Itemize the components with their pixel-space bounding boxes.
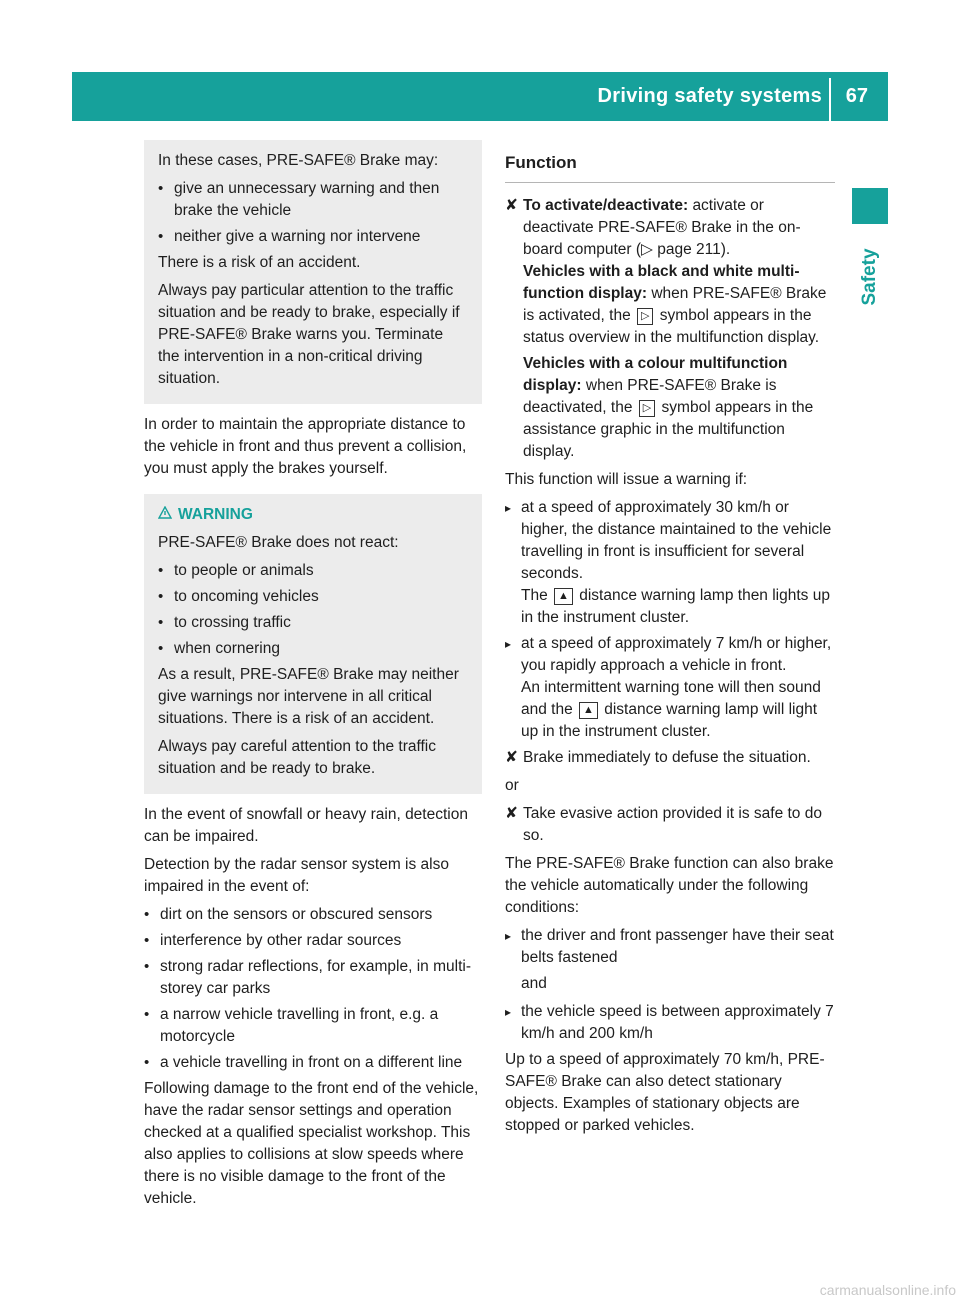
paragraph: The PRE-SAFE® Brake function can also brake the vehicle automatically under the following conditions: xyxy=(505,855,834,916)
list-item: • a vehicle travelling in front on a different line xyxy=(144,1052,482,1074)
sub-text: distance warning lamp will light up in the instrument cluster. xyxy=(521,701,818,740)
side-tab-label xyxy=(840,236,900,318)
sub-label: Vehicles with a black and white multi-function display: xyxy=(523,263,800,302)
paragraph: This function will issue a warning if: xyxy=(505,471,748,488)
warning-box xyxy=(144,494,482,794)
list-item: • neither give a warning nor intervene xyxy=(158,226,468,248)
instruction-step xyxy=(505,747,835,769)
section-title: Function xyxy=(505,152,835,183)
sub-text: when PRE-SAFE® Brake is deactivated, the xyxy=(523,377,777,416)
sub-text: symbol appears in the assistance graphic in the multifunction display. xyxy=(523,399,814,460)
sub-note xyxy=(523,353,835,463)
list-item xyxy=(505,633,835,743)
sub-text: distance warning lamp then lights up in the instrument cluster. xyxy=(521,587,830,626)
list-item: • to people or animals xyxy=(158,560,468,582)
paragraph: In order to maintain the appropriate distance to the vehicle in front and thus prevent a collision, you must apply the brakes yourself. xyxy=(144,416,467,477)
list-item: • when cornering xyxy=(158,638,468,660)
sub-note xyxy=(521,677,835,743)
left-column xyxy=(144,140,482,1216)
list-item: ▸ the driver and front passenger have their seat belts fastened xyxy=(505,925,835,969)
distance-warning-lamp-icon: ▲ xyxy=(554,588,573,605)
step-label: To activate/deactivate: xyxy=(523,197,689,214)
list-item xyxy=(505,497,835,629)
step-arrow-icon: ✘ xyxy=(505,197,518,214)
list-item: ▸ the vehicle speed is between approximately 7 km/h and 200 km/h xyxy=(505,1001,835,1045)
list-item: • strong radar reflections, for example, in multi-storey car parks xyxy=(144,956,482,1000)
paragraph: Following damage to the front end of the vehicle, have the radar sensor settings and operation checked at a qualified specialist workshop. This also applies to collisions at slow speeds where there is no visible damage to the front of the vehicle. xyxy=(144,1080,479,1207)
warning-triangle-icon xyxy=(158,504,172,526)
header-bar xyxy=(72,72,888,121)
warning-text: Always pay careful attention to the traffic situation and be ready to brake. xyxy=(158,738,437,777)
sub-note xyxy=(523,261,835,349)
and-text: and xyxy=(521,975,547,992)
or-text: or xyxy=(505,777,519,794)
watermark: carmanualsonline.info xyxy=(819,1282,956,1298)
sub-text: symbol appears in the status overview in the multifunction display. xyxy=(523,307,820,346)
list-item-text: at a speed of approximately 30 km/h or higher, the distance maintained to the vehicle travelling in front is insufficient for several seconds. xyxy=(521,499,832,582)
step-arrow-icon: ✘ xyxy=(505,749,518,766)
sub-label: Vehicles with a colour multifunction display: xyxy=(523,355,788,394)
pre-safe-brake-symbol-icon: ▷ xyxy=(637,308,653,325)
box-text: Always pay particular attention to the traffic situation and be ready to brake, especially if PRE-SAFE® Brake warns you. Terminate the intervention in a non-critical driving situation. xyxy=(158,282,460,387)
list-item: • give an unnecessary warning and then brake the vehicle xyxy=(158,178,468,222)
paragraph: In the event of snowfall or heavy rain, detection can be impaired. xyxy=(144,806,468,845)
warning-intro: PRE-SAFE® Brake does not react: xyxy=(158,534,399,551)
side-tab-text: Safety xyxy=(859,248,880,306)
step-text: Take evasive action provided it is safe to do so. xyxy=(523,805,822,844)
paragraph: Up to a speed of approximately 70 km/h, PRE-SAFE® Brake can also detect stationary objects. Examples of stationary objects are stopped or parked vehicles. xyxy=(505,1051,825,1134)
header-divider xyxy=(829,78,831,121)
step-arrow-icon: ✘ xyxy=(505,805,518,822)
pre-safe-brake-off-symbol-icon: ▷ xyxy=(639,400,655,417)
sub-text: An intermittent warning tone will then sound and the xyxy=(521,679,821,718)
list-item: • to oncoming vehicles xyxy=(158,586,468,608)
list-item: • interference by other radar sources xyxy=(144,930,482,952)
chapter-title: Driving safety systems xyxy=(597,85,822,107)
side-tab-marker xyxy=(852,188,888,224)
box-text: There is a risk of an accident. xyxy=(158,254,361,271)
list-item: • dirt on the sensors or obscured sensors xyxy=(144,904,482,926)
right-column xyxy=(505,140,835,1143)
warning-label: WARNING xyxy=(178,506,253,523)
step-text: Brake immediately to defuse the situation. xyxy=(523,749,811,766)
sub-text: when PRE-SAFE® Brake is activated, the xyxy=(523,285,827,324)
list-item: • to crossing traffic xyxy=(158,612,468,634)
distance-warning-lamp-icon: ▲ xyxy=(579,702,598,719)
list-item-text: at a speed of approximately 7 km/h or higher, you rapidly approach a vehicle in front. xyxy=(521,635,832,674)
instruction-step xyxy=(505,803,835,847)
instruction-step xyxy=(505,195,835,463)
caution-box xyxy=(144,140,482,404)
warning-heading xyxy=(158,504,468,526)
page-number: 67 xyxy=(845,85,868,107)
paragraph: Detection by the radar sensor system is also impaired in the event of: xyxy=(144,856,449,895)
sub-text: The xyxy=(521,587,548,604)
step-text: activate or deactivate PRE-SAFE® Brake in the on-board computer (▷ page 211). xyxy=(523,197,801,258)
warning-text: As a result, PRE-SAFE® Brake may neither give warnings nor intervene in all critical situations. There is a risk of an accident. xyxy=(158,666,459,727)
list-item: • a narrow vehicle travelling in front, e.g. a motorcycle xyxy=(144,1004,482,1048)
sub-note xyxy=(521,585,835,629)
box-intro: In these cases, PRE-SAFE® Brake may: xyxy=(158,152,439,169)
